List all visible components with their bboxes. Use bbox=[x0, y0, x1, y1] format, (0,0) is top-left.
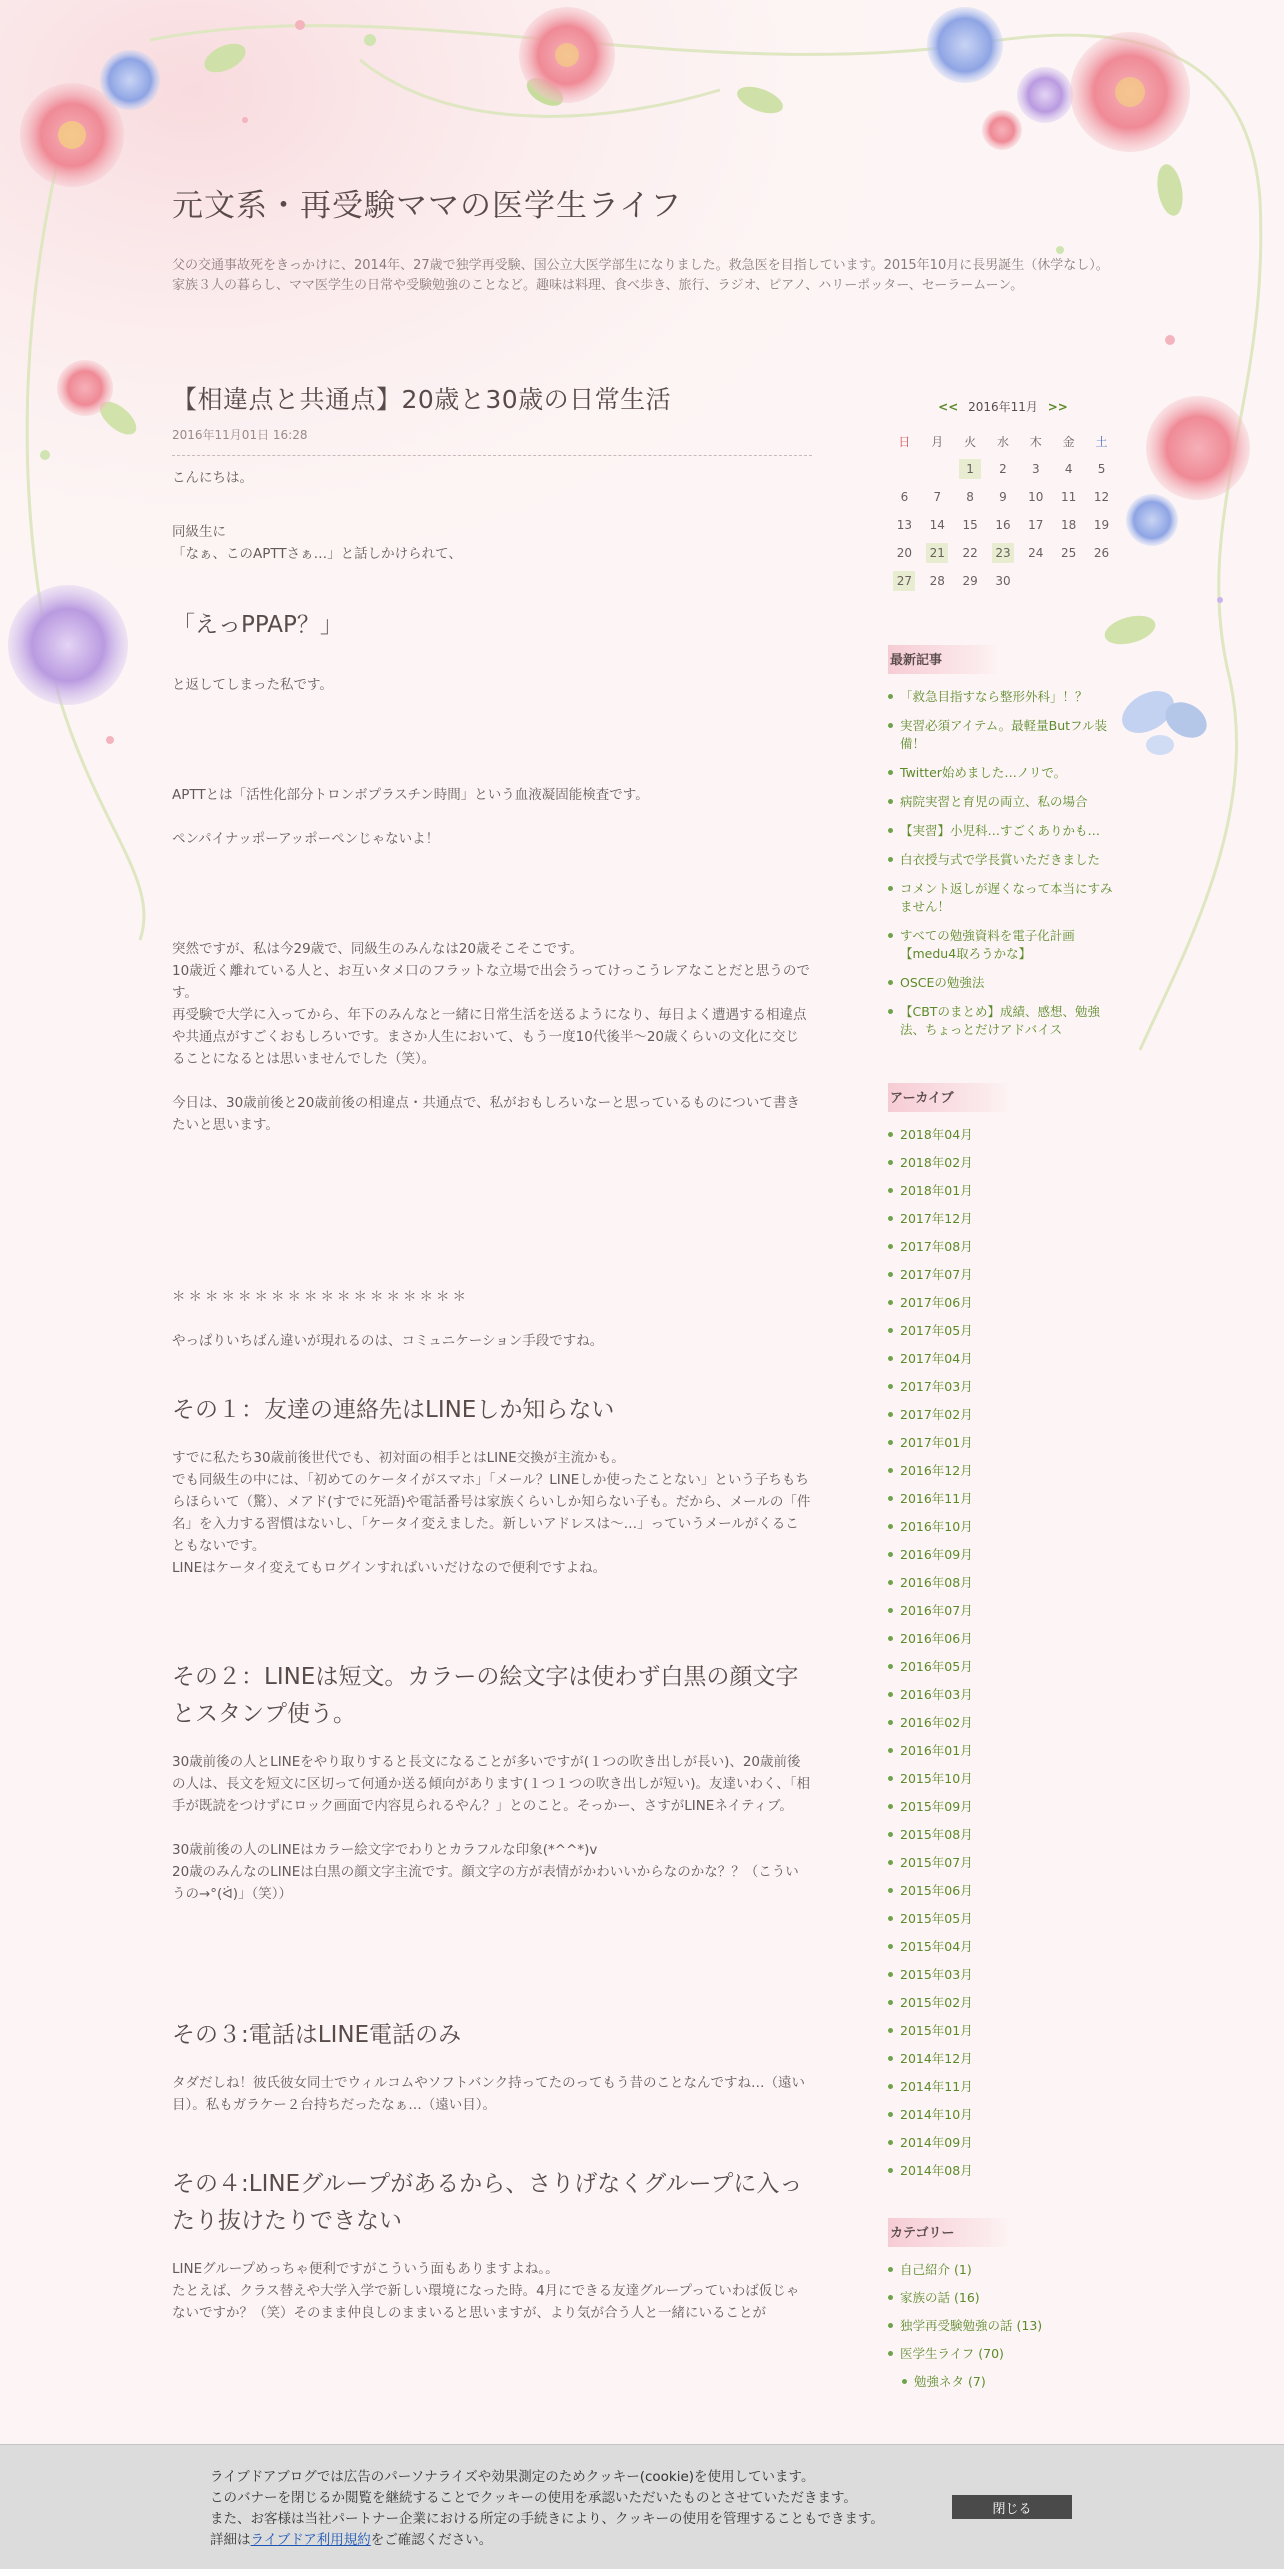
calendar-cell bbox=[1052, 511, 1085, 539]
calendar-cell bbox=[954, 567, 987, 595]
article-paragraph: 同級生に 「なぁ、このAPTTさぁ…」と話しかけられて、 bbox=[172, 524, 462, 562]
calendar-day: 20 bbox=[896, 546, 913, 560]
calendar-cell bbox=[888, 567, 921, 595]
article-paragraph: 30歳前後の人とLINEをやり取りすると長文になることが多いですが(１つの吹き出しが長い)、20歳前後の人は、長文を短文に区切って何通か送る傾向があります(１つ１つの吹き出しが短い)。友達いわく、「相手が既読をつけずにロック画面で内容見られるやん？」とのこと。そっかー、さすがLINEネイティブ。 bbox=[172, 1754, 811, 1814]
calendar-body bbox=[888, 455, 1118, 595]
archive-link[interactable]: 2014年12月 bbox=[888, 2050, 1118, 2068]
archive-heading: アーカイブ bbox=[888, 1083, 1012, 1112]
calendar-week bbox=[888, 455, 1118, 483]
calendar-weekday: 土 bbox=[1095, 434, 1108, 449]
calendar-cell bbox=[1019, 567, 1052, 595]
calendar-cell bbox=[888, 483, 921, 511]
calendar-next-link[interactable]: >> bbox=[1047, 400, 1068, 414]
calendar-cell bbox=[954, 539, 987, 567]
cookie-line-prefix: 詳細は bbox=[210, 2532, 251, 2548]
archive-link[interactable]: 2015年07月 bbox=[888, 1854, 1118, 1872]
calendar-weekday: 水 bbox=[996, 434, 1009, 449]
article-heading: 「えっPPAP？」 bbox=[172, 612, 343, 638]
calendar-day: 9 bbox=[999, 490, 1007, 504]
archive-link[interactable]: 2017年07月 bbox=[888, 1266, 1118, 1284]
calendar-day: 7 bbox=[933, 490, 942, 504]
calendar-cell bbox=[888, 455, 921, 483]
archive-link[interactable]: 2017年08月 bbox=[888, 1238, 1118, 1256]
category-list bbox=[888, 2261, 1118, 2391]
archive-link[interactable]: 2017年04月 bbox=[888, 1350, 1118, 1368]
calendar-cell bbox=[987, 483, 1020, 511]
recent-post-link[interactable]: 「救急目指すなら整形外科」！？ bbox=[888, 688, 1118, 706]
archive-link[interactable]: 2017年06月 bbox=[888, 1294, 1118, 1312]
article-heading: その３:電話はLINE電話のみ bbox=[172, 2022, 462, 2048]
archive-link[interactable]: 2015年08月 bbox=[888, 1826, 1118, 1844]
calendar-weekday: 火 bbox=[964, 434, 977, 449]
calendar-day: 26 bbox=[1093, 546, 1110, 560]
archive-link[interactable]: 2018年01月 bbox=[888, 1182, 1118, 1200]
article-date: 2016年11月01日 16:28 bbox=[172, 426, 812, 456]
category-count: (16) bbox=[954, 2290, 980, 2305]
article bbox=[172, 380, 812, 2324]
calendar-cell bbox=[1052, 567, 1085, 595]
calendar-cell bbox=[954, 511, 987, 539]
calendar-day: 6 bbox=[900, 490, 909, 504]
terms-link[interactable]: ライブドア利用規約 bbox=[250, 2532, 371, 2548]
calendar-weekday-row bbox=[888, 427, 1118, 455]
cookie-close-button[interactable]: 閉じる bbox=[952, 2495, 1072, 2519]
calendar-weekday: 月 bbox=[931, 434, 944, 449]
calendar-month: 2016年11月 bbox=[968, 400, 1038, 414]
cookie-line bbox=[210, 2530, 884, 2551]
archive-link[interactable]: 2015年06月 bbox=[888, 1882, 1118, 1900]
article-heading: その４:LINEグループがあるから、さりげなくグループに入ったり抜けたりできない bbox=[172, 2171, 803, 2234]
calendar-week bbox=[888, 539, 1118, 567]
archive-link[interactable]: 2016年05月 bbox=[888, 1658, 1118, 1676]
calendar-day: 17 bbox=[1028, 518, 1044, 532]
calendar-week bbox=[888, 511, 1118, 539]
recent-post-link[interactable]: 白衣授与式で学長賞いただきました bbox=[888, 851, 1118, 869]
calendar-day: 22 bbox=[962, 546, 978, 560]
calendar-cell bbox=[921, 539, 954, 567]
archive-link[interactable]: 2017年12月 bbox=[888, 1210, 1118, 1228]
calendar-cell bbox=[921, 567, 954, 595]
archive-link[interactable]: 2016年09月 bbox=[888, 1546, 1118, 1564]
category-link[interactable] bbox=[888, 2345, 1118, 2363]
calendar-day: 4 bbox=[1064, 462, 1073, 476]
category-name: 独学再受験勉強の話 bbox=[900, 2318, 1013, 2333]
category-name: 自己紹介 bbox=[900, 2262, 951, 2277]
article-paragraph: やっぱりいちばん違いが現れるのは、コミュニケーション手段ですね。 bbox=[172, 1333, 604, 1349]
archive-link[interactable]: 2014年10月 bbox=[888, 2106, 1118, 2124]
calendar-day: 24 bbox=[1028, 546, 1044, 560]
archive-link[interactable]: 2017年02月 bbox=[888, 1406, 1118, 1424]
calendar-cell bbox=[1085, 455, 1118, 483]
recent-post-link[interactable]: Twitter始めました…ノリで。 bbox=[888, 764, 1118, 782]
calendar-day: 14 bbox=[929, 518, 945, 532]
archive-link[interactable]: 2016年01月 bbox=[888, 1742, 1118, 1760]
article-title[interactable]: 【相違点と共通点】20歳と30歳の日常生活 bbox=[172, 385, 672, 414]
recent-post-link[interactable]: 病院実習と育児の両立、私の場合 bbox=[888, 793, 1118, 811]
category-count: (1) bbox=[954, 2262, 972, 2277]
archive-link[interactable]: 2014年11月 bbox=[888, 2078, 1118, 2096]
article-paragraph: APTTとは「活性化部分トロンボプラスチン時間」という血液凝固能検査です。 bbox=[172, 787, 649, 803]
calendar-day: 16 bbox=[995, 518, 1011, 532]
calendar-cell bbox=[888, 539, 921, 567]
archive-link[interactable]: 2016年08月 bbox=[888, 1574, 1118, 1592]
calendar-cell bbox=[1019, 455, 1052, 483]
calendar-cell bbox=[921, 483, 954, 511]
calendar-day: 28 bbox=[929, 574, 945, 588]
cookie-message bbox=[210, 2467, 884, 2551]
calendar-prev-link[interactable]: << bbox=[938, 400, 959, 414]
category-link[interactable] bbox=[888, 2317, 1118, 2335]
category-heading: カテゴリー bbox=[888, 2218, 1012, 2247]
calendar-cell bbox=[1052, 539, 1085, 567]
calendar-day: 13 bbox=[896, 518, 913, 532]
article-paragraph: LINEグループめっちゃ便利ですがこういう面もありますよね。。 たとえば、クラス替えや大学入学で新しい環境になった時。4月にできる友達グループっていわば仮じゃないですか？（笑）そのまま仲良しのままいると思いますが、より気が合う人と一緒にいることが bbox=[172, 2261, 800, 2321]
article-paragraph: 今日は、30歳前後と20歳前後の相違点・共通点で、私がおもしろいなーと思っているものについて書きたいと思います。 bbox=[172, 1095, 800, 1133]
cookie-line: ライブドアブログでは広告のパーソナライズや効果測定のためクッキー(cookie)を使用しています。 bbox=[210, 2469, 815, 2485]
recent-post-link[interactable]: 【実習】小児科…すごくありかも… bbox=[888, 822, 1118, 840]
calendar-cell bbox=[987, 539, 1020, 567]
category-count: (70) bbox=[978, 2346, 1004, 2361]
calendar-day: 29 bbox=[962, 574, 978, 588]
calendar-cell bbox=[987, 567, 1020, 595]
calendar-day: 19 bbox=[1093, 518, 1110, 532]
archive-link[interactable]: 2017年03月 bbox=[888, 1378, 1118, 1396]
calendar-weekday: 木 bbox=[1029, 434, 1042, 449]
calendar bbox=[888, 427, 1118, 595]
article-paragraph: タダだしね！彼氏彼女同士でウィルコムやソフトバンク持ってたのってもう昔のことなんですね…（遠い目）。私もガラケー２台持ちだったなぁ…（遠い目）。 bbox=[172, 2075, 806, 2113]
calendar-day-link[interactable]: 23 bbox=[992, 543, 1014, 563]
archive-link[interactable]: 2017年01月 bbox=[888, 1434, 1118, 1452]
calendar-cell bbox=[954, 455, 987, 483]
article-body bbox=[172, 467, 812, 2324]
calendar-cell bbox=[1085, 511, 1118, 539]
article-paragraph: と返してしまった私です。 bbox=[172, 677, 333, 693]
recent-post-link[interactable]: 実習必須アイテム。最軽量Butフル装備！ bbox=[888, 717, 1118, 753]
archive-link[interactable]: 2016年02月 bbox=[888, 1714, 1118, 1732]
article-separator: ＊＊＊＊＊＊＊＊＊＊＊＊＊＊＊＊＊＊ bbox=[172, 1289, 469, 1305]
calendar-day: 8 bbox=[966, 490, 974, 504]
calendar-cell bbox=[1019, 483, 1052, 511]
calendar-day: 11 bbox=[1061, 490, 1077, 504]
calendar-day-link[interactable]: 21 bbox=[926, 543, 948, 563]
calendar-cell bbox=[1085, 483, 1118, 511]
category-link[interactable] bbox=[888, 2289, 1118, 2307]
calendar-day: 12 bbox=[1093, 490, 1110, 504]
calendar-cell bbox=[888, 511, 921, 539]
calendar-day: 5 bbox=[1097, 462, 1106, 476]
calendar-weekday: 金 bbox=[1062, 434, 1075, 449]
calendar-day: 2 bbox=[999, 462, 1007, 476]
calendar-cell bbox=[1019, 539, 1052, 567]
category-name: 勉強ネタ bbox=[914, 2374, 965, 2389]
archive-link[interactable]: 2014年08月 bbox=[888, 2162, 1118, 2180]
calendar-cell bbox=[921, 511, 954, 539]
calendar-cell bbox=[1085, 539, 1118, 567]
blog-description: 父の交通事故死をきっかけに、2014年、27歳で独学再受験、国公立大医学部生になりました。救急医を目指しています。2015年10月に長男誕生（休学なし）。家族３人の暮らし、ママ医学生の日常や受験勉強のことなど。趣味は料理、食べ歩き、旅行、ラジオ、ピアノ、ハリーポッター、セーラームーン。 bbox=[172, 258, 1109, 293]
article-paragraph: すでに私たち30歳前後世代でも、初対面の相手とはLINE交換が主流かも。 でも同級生の中には、「初めてのケータイがスマホ」「メール？LINEしか使ったことない」という子ちもちらほらいて（驚）、メアド(すでに死語)や電話番号は家族くらいしか知らない子も。だから、メールの「件名」を入力する習慣はないし、「ケータイ変えました。新しいアドレスは〜…」っていうメールがくることもないです。 LINEはケータイ変えてもログインすればいいだけなので便利ですよね。 bbox=[172, 1450, 811, 1576]
archive-link[interactable]: 2016年11月 bbox=[888, 1490, 1118, 1508]
archive-link[interactable]: 2016年06月 bbox=[888, 1630, 1118, 1648]
calendar-cell bbox=[1085, 567, 1118, 595]
cookie-line: また、お客様は当社パートナー企業における所定の手続きにより、クッキーの使用を管理することもできます。 bbox=[210, 2511, 884, 2527]
archive-link[interactable]: 2016年12月 bbox=[888, 1462, 1118, 1480]
cookie-line: このバナーを閉じるか閲覧を継続することでクッキーの使用を承認いただいたものとさせていただきます。 bbox=[210, 2490, 857, 2506]
archive-link[interactable]: 2015年10月 bbox=[888, 1770, 1118, 1788]
recent-posts-list bbox=[888, 688, 1118, 1039]
calendar-day: 25 bbox=[1061, 546, 1077, 560]
calendar-cell bbox=[954, 483, 987, 511]
sidebar bbox=[888, 398, 1118, 2401]
calendar-week bbox=[888, 567, 1118, 595]
archive-link[interactable]: 2015年02月 bbox=[888, 1994, 1118, 2012]
article-heading: その１：友達の連絡先はLINEしか知らない bbox=[172, 1397, 615, 1423]
article-heading: その２：LINEは短文。カラーの絵文字は使わず白黒の顔文字とスタンプ使う。 bbox=[172, 1664, 799, 1727]
category-name: 医学生ライフ bbox=[900, 2346, 975, 2361]
category-count: (13) bbox=[1016, 2318, 1043, 2333]
cookie-line-suffix: をご確認ください。 bbox=[370, 2532, 493, 2548]
article-paragraph: 30歳前後の人のLINEはカラー絵文字でわりとカラフルな印象(*^^*)v 20歳のみんなのLINEは白黒の顔文字主流です。顔文字の方が表情がかわいいからなのかな？？（こういうの→°(ᐛ)」（笑）） bbox=[172, 1842, 799, 1902]
recent-posts-heading: 最新記事 bbox=[888, 645, 1000, 674]
archive-link[interactable]: 2016年03月 bbox=[888, 1686, 1118, 1704]
calendar-cell bbox=[1019, 511, 1052, 539]
calendar-nav bbox=[888, 398, 1118, 415]
archive-link[interactable]: 2016年07月 bbox=[888, 1602, 1118, 1620]
calendar-day-link[interactable]: 1 bbox=[959, 459, 981, 479]
archive-list bbox=[888, 1126, 1118, 2180]
calendar-day: 3 bbox=[1031, 462, 1040, 476]
archive-link[interactable]: 2015年04月 bbox=[888, 1938, 1118, 1956]
calendar-cell bbox=[987, 511, 1020, 539]
category-link[interactable] bbox=[888, 2261, 1118, 2279]
calendar-day-link[interactable]: 27 bbox=[893, 571, 915, 591]
article-paragraph: こんにちは。 bbox=[172, 470, 253, 486]
archive-link[interactable]: 2014年09月 bbox=[888, 2134, 1118, 2152]
calendar-day: 15 bbox=[962, 518, 978, 532]
cookie-banner bbox=[0, 2444, 1284, 2569]
archive-link[interactable]: 2018年02月 bbox=[888, 1154, 1118, 1172]
archive-link[interactable]: 2018年04月 bbox=[888, 1126, 1118, 1144]
archive-link[interactable]: 2015年01月 bbox=[888, 2022, 1118, 2040]
calendar-cell bbox=[1052, 483, 1085, 511]
archive-link[interactable]: 2015年05月 bbox=[888, 1910, 1118, 1928]
archive-link[interactable]: 2017年05月 bbox=[888, 1322, 1118, 1340]
article-paragraph: 突然ですが、私は今29歳で、同級生のみんなは20歳そこそこです。 10歳近く離れている人と、お互いタメ口のフラットな立場で出会うってけっこうレアなことだと思うのです。 再受験で大学に入ってから、年下のみんなと一緒に日常生活を送るようになり、毎日よく遭遇する相違点や共通点がすごくおもしろいです。まさか人生において、もう一度10代後半～20歳くらいの文化に交じることになるとは思いませんでした（笑）。 bbox=[172, 941, 810, 1067]
category-name: 家族の話 bbox=[900, 2290, 951, 2305]
recent-post-link[interactable]: 【CBTのまとめ】成績、感想、勉強法、ちょっとだけアドバイス bbox=[888, 1003, 1118, 1039]
calendar-week bbox=[888, 483, 1118, 511]
calendar-day: 10 bbox=[1028, 490, 1044, 504]
calendar-day: 18 bbox=[1061, 518, 1077, 532]
article-paragraph: ペンパイナッポーアッポーペンじゃないよ！ bbox=[172, 831, 440, 847]
archive-link[interactable]: 2016年10月 bbox=[888, 1518, 1118, 1536]
calendar-cell bbox=[921, 455, 954, 483]
archive-link[interactable]: 2015年03月 bbox=[888, 1966, 1118, 1984]
calendar-cell bbox=[1052, 455, 1085, 483]
calendar-day: 30 bbox=[995, 574, 1011, 588]
archive-link[interactable]: 2015年09月 bbox=[888, 1798, 1118, 1816]
recent-post-link[interactable]: すべての勉強資料を電子化計画【medu4取ろうかな】 bbox=[888, 927, 1118, 963]
category-count: (7) bbox=[968, 2374, 986, 2389]
recent-post-link[interactable]: OSCEの勉強法 bbox=[888, 974, 1118, 992]
calendar-weekday: 日 bbox=[898, 434, 911, 449]
calendar-cell bbox=[987, 455, 1020, 483]
blog-title[interactable]: 元文系・再受験ママの医学生ライフ bbox=[172, 188, 683, 224]
category-link[interactable] bbox=[902, 2373, 1118, 2391]
recent-post-link[interactable]: コメント返しが遅くなって本当にすみません！ bbox=[888, 880, 1118, 916]
